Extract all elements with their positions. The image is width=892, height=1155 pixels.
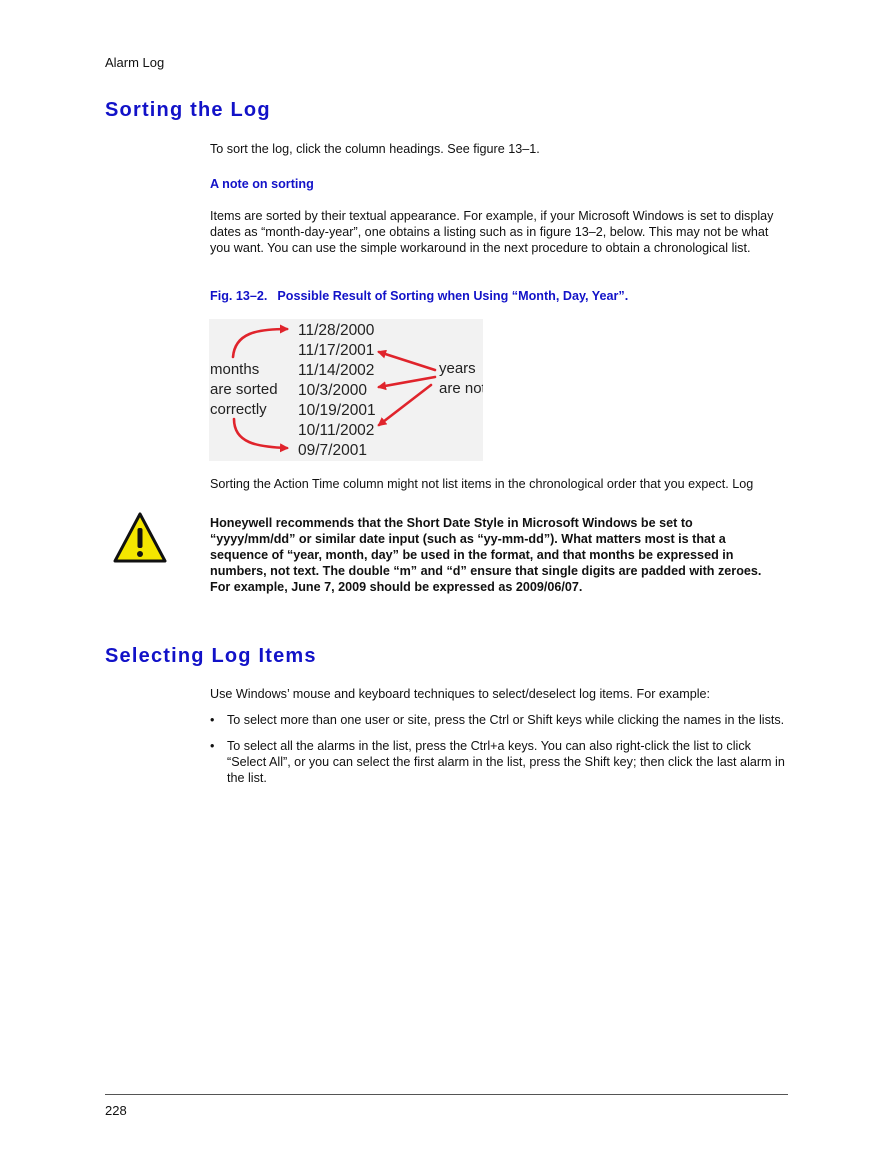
list-item (210, 712, 790, 728)
left-label-line: are sorted (210, 381, 278, 398)
figure-number: Fig. 13–2. (210, 289, 268, 303)
note-title: A note on sorting (210, 177, 314, 191)
note-body: Items are sorted by their textual appearance. For example, if your Microsoft Windows is set to display dates as “month-day-year”, one obtains a listing such as in figure 13–2, below. This may not be what you want. You can use the simple workaround in the next procedure to obtain a chronological list. (210, 209, 774, 255)
page-number: 228 (105, 1103, 127, 1118)
date-item: 11/17/2001 (298, 342, 375, 359)
sorting-figure (209, 319, 483, 461)
bullet-icon: • (210, 739, 215, 753)
warning-triangle-icon (112, 511, 168, 570)
year-arrow-upper (379, 352, 435, 370)
sorting-figure-graphic (209, 319, 483, 461)
left-label-line: months (210, 361, 260, 378)
right-label-line: years (439, 360, 476, 377)
figure-caption (210, 289, 628, 303)
right-label-line: are not (439, 380, 483, 397)
figure-title: Possible Result of Sorting when Using “Month, Day, Year”. (277, 289, 629, 303)
list-item (210, 738, 790, 786)
date-item: 11/28/2000 (298, 322, 375, 339)
after-figure-text: Sorting the Action Time column might not list items in the chronological order that you expect. Log (210, 477, 754, 491)
date-item: 10/11/2002 (298, 422, 375, 439)
selecting-bullet-list (210, 712, 790, 796)
top-curve-arrow (233, 329, 287, 357)
year-arrow-lower (379, 385, 431, 425)
sorting-intro: To sort the log, click the column headings. See figure 13–1. (210, 142, 540, 156)
list-item-text: To select more than one user or site, press the Ctrl or Shift keys while clicking the names in the lists. (227, 713, 785, 727)
footer-divider (105, 1094, 788, 1095)
bottom-curve-arrow (234, 419, 287, 448)
warning-text: Honeywell recommends that the Short Date Style in Microsoft Windows be set to “yyyy/mm/dd” or similar date input (such as “yy-mm-dd”). What matters most is that a sequence of “year, month, day” be used in the format, and that months be expressed in numbers, not text. The double “m” and “d” ensure that single digits are padded with zeroes. For example, June 7, 2009 should be expressed as 2009/06/07. (210, 516, 762, 594)
date-item: 10/3/2000 (298, 382, 367, 399)
date-item: 11/14/2002 (298, 362, 375, 379)
date-item: 09/7/2001 (298, 442, 367, 459)
left-label-line: correctly (210, 401, 267, 418)
section-title-selecting: Selecting Log Items (105, 645, 317, 667)
selecting-intro: Use Windows’ mouse and keyboard techniques to select/deselect log items. For example: (210, 687, 711, 701)
running-header: Alarm Log (105, 55, 165, 70)
section-title-sorting: Sorting the Log (105, 99, 271, 121)
date-item: 10/19/2001 (298, 402, 376, 419)
year-arrow-middle (379, 377, 435, 387)
bullet-icon: • (210, 713, 215, 727)
list-item-text: To select all the alarms in the list, press the Ctrl+a keys. You can also right-click the list to click “Select All”, or you can select the first alarm in the list, press the Shift key; then click the last alarm in the list. (227, 739, 785, 785)
